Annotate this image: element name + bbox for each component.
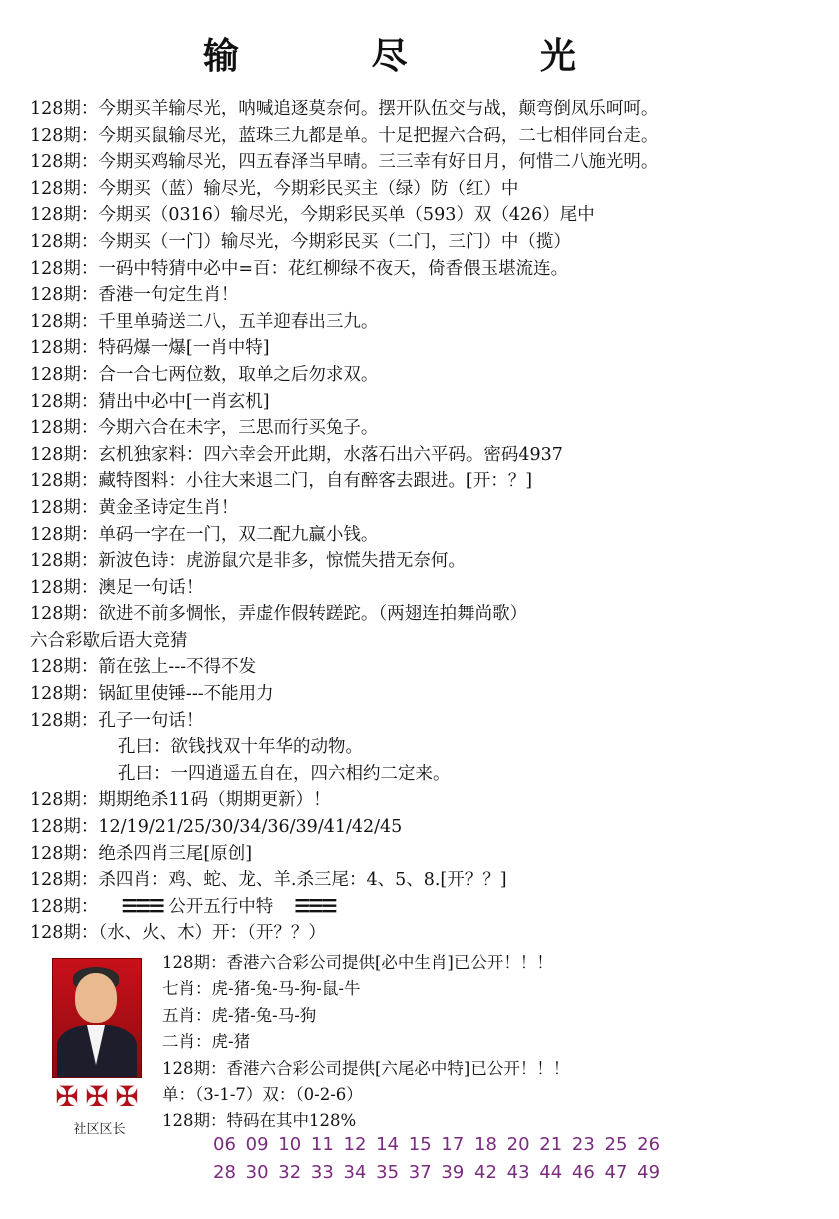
portrait-block <box>52 958 147 1137</box>
text-line: 128期：香港一句定生肖！ <box>30 285 239 306</box>
text-line: 128期：玄机独家料：四六幸会开此期，水落石出六平码。密码4937 <box>30 444 563 465</box>
section-heading: 六合彩歇后语大竞猜 <box>30 630 188 651</box>
portrait-image <box>52 958 142 1078</box>
text-line: 128期：合一合七两位数，取单之后勿求双。 <box>30 364 379 385</box>
five-elements-label: 公开五行中特 <box>168 896 274 917</box>
page-title: 输 尽 光 <box>202 36 637 77</box>
trigram-icon: ☰☰☰ <box>294 896 336 917</box>
text-line: 128期：孔子一句话！ <box>30 710 204 731</box>
text-line: 128期：单码一字在一门，双二配九赢小钱。 <box>30 524 379 545</box>
text-line: 128期：藏特图料：小往大来退二门，自有醉客去跟进。[开：？] <box>30 471 533 492</box>
medal-row <box>52 1082 142 1116</box>
text-line: 128期：今期买（0316）输尽光，今期彩民买单（593）双（426）尾中 <box>30 205 595 226</box>
notice-line: 128期：特码在其中128% <box>162 1111 357 1131</box>
medal-icon: ✠ <box>115 1080 139 1113</box>
numbers-row: 06 09 10 11 12 14 15 17 18 20 21 23 25 26 <box>213 1134 661 1155</box>
text-line: 128期：期期绝杀11码（期期更新）！ <box>30 790 331 811</box>
medal-icon: ✠ <box>55 1080 79 1113</box>
portrait-caption: 社区区长 <box>73 1122 126 1137</box>
text-line: 128期：新波色诗：虎游鼠穴是非多，惊慌失措无奈何。 <box>30 551 466 572</box>
notice-line: 128期：香港六合彩公司提供[六尾必中特]已公开！！！ <box>162 1058 570 1078</box>
quote-line: 孔曰：一四逍遥五自在，四六相约二定来。 <box>118 763 451 784</box>
text-line: 128期：欲进不前多惆怅，弄虚作假转蹉跎。（两翅连拍舞尚歌） <box>30 604 528 625</box>
text-line: 128期：千里单骑送二八，五羊迎春出三九。 <box>30 311 379 332</box>
text-line: 128期：杀四肖：鸡、蛇、龙、羊.杀三尾：4、5、8.[开？？] <box>30 870 507 891</box>
notice-line: 单：（3-1-7）双：（0-2-6） <box>162 1084 363 1104</box>
five-elements-line <box>30 894 830 921</box>
medal-icon: ✠ <box>85 1080 109 1113</box>
text-line: 128期：今期买鼠输尽光，蓝珠三九都是单。十足把握六合码，二七相伴同台走。 <box>30 125 659 146</box>
notice-line: 128期：香港六合彩公司提供[必中生肖]已公开！！！ <box>162 953 553 972</box>
quote-line: 孔曰：欲钱找双十年华的动物。 <box>118 737 363 758</box>
prediction-lines <box>30 96 830 947</box>
text-line: 128期：今期买（一门）输尽光，今期彩民买（二门，三门）中（揽） <box>30 231 571 252</box>
text-line: 128期：特码爆一爆[一肖中特] <box>30 338 270 359</box>
five-elements-prefix: 128期： <box>30 896 99 917</box>
text-line: 128期：黄金圣诗定生肖！ <box>30 497 239 518</box>
notice-line: 二肖：虎-猪 <box>162 1032 251 1052</box>
text-line: 128期：锅缸里使锤---不能用力 <box>30 684 274 705</box>
face-shape <box>75 973 117 1023</box>
notice-line: 七肖：虎-猪-兔-马-狗-鼠-牛 <box>162 979 361 999</box>
text-line: 128期：猜出中必中[一肖玄机] <box>30 391 270 412</box>
text-line: 128期：绝杀四肖三尾[原创] <box>30 843 253 864</box>
notice-line: 五肖：虎-猪-兔-马-狗 <box>162 1005 317 1025</box>
text-line: 128期：一码中特猜中必中=百：花红柳绿不夜天，倚香偎玉堪流连。 <box>30 258 569 279</box>
numbers-row: 28 30 32 33 34 35 37 39 42 43 44 46 47 49 <box>213 1162 661 1183</box>
text-line: 128期：今期买羊输尽光，呐喊追逐莫奈何。摆开队伍交与战，颠弯倒凤乐呵呵。 <box>30 99 659 119</box>
text-line: 128期：今期买鸡输尽光，四五春泽当早晴。三三幸有好日月，何惜二八施光明。 <box>30 152 659 173</box>
text-line: 128期：澳足一句话！ <box>30 577 204 598</box>
text-line: 128期：今期买（蓝）输尽光，今期彩民买主（绿）防（红）中 <box>30 178 519 199</box>
notice-section <box>30 950 830 1210</box>
text-line: 128期：（水、火、木）开：（开？？） <box>30 923 326 944</box>
text-line: 128期：今期六合在未字，三思而行买兔子。 <box>30 418 379 439</box>
notice-lines <box>162 950 822 1135</box>
text-line: 128期：箭在弦上---不得不发 <box>30 657 257 678</box>
trigram-icon: ☰☰☰ <box>121 896 163 917</box>
text-line: 128期：12/19/21/25/30/34/36/39/41/42/45 <box>30 817 403 838</box>
